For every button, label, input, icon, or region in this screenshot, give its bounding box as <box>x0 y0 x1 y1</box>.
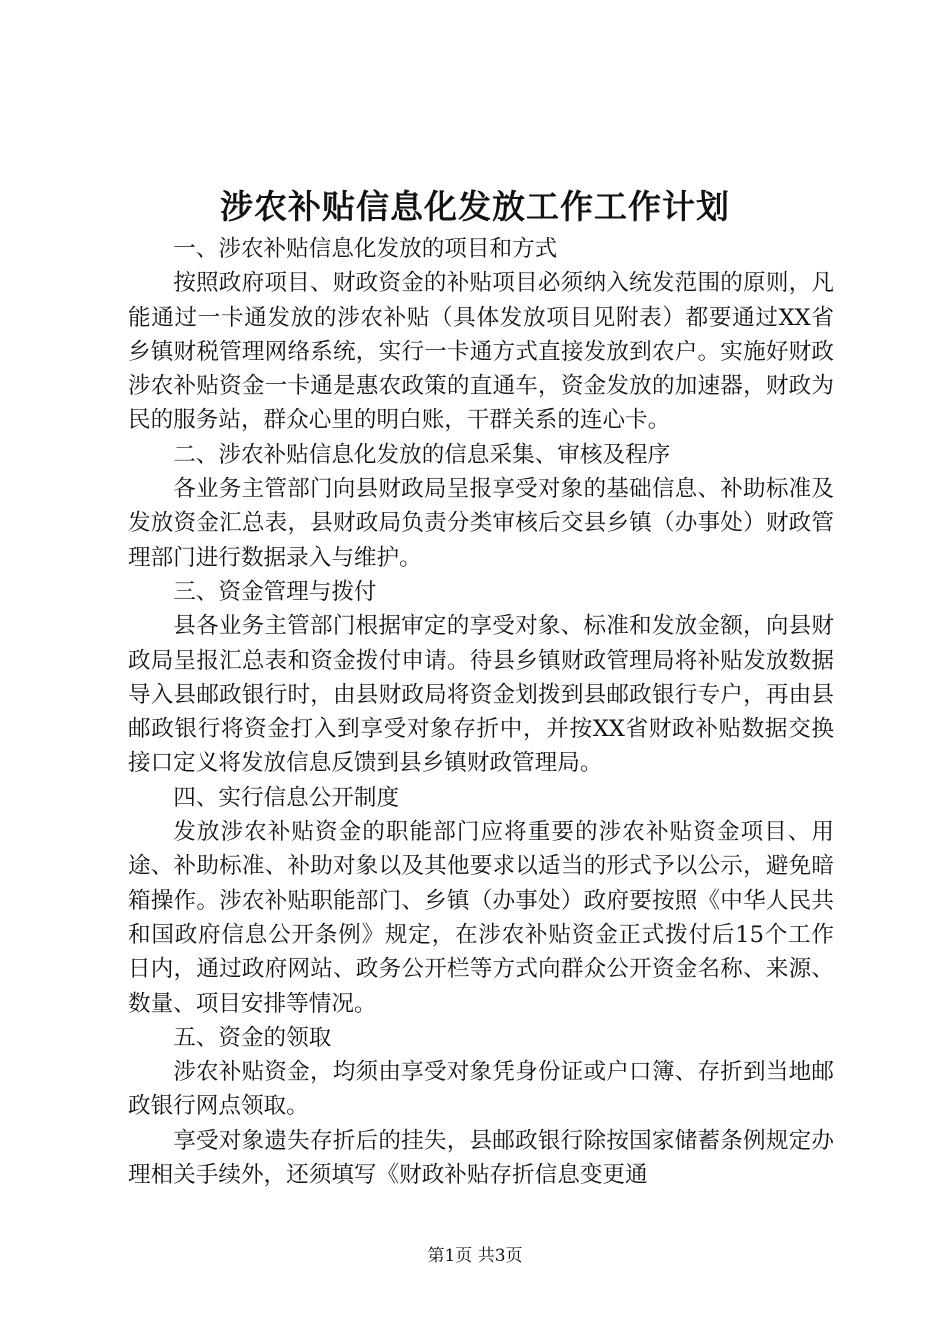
document-title: 涉农补贴信息化发放工作工作计划 <box>220 187 730 226</box>
paragraph-6: 享受对象遗失存折后的挂失，县邮政银行除按国家储蓄条例规定办理相关手续外，还须填写《财政补贴存折信息变更通 <box>128 1127 834 1189</box>
section-heading-2: 二、涉农补贴信息化发放的信息采集、审核及程序 <box>173 441 671 468</box>
document-body <box>128 232 834 1192</box>
section-heading-1: 一、涉农补贴信息化发放的项目和方式 <box>173 236 558 262</box>
section-heading-3: 三、资金管理与拨付 <box>173 578 377 605</box>
section-heading-4: 四、实行信息公开制度 <box>173 784 400 811</box>
page-number-footer: 第1页 共3页 <box>427 1246 523 1266</box>
paragraph-1: 按照政府项目、财政资金的补贴项目必须纳入统发范围的原则，凡能通过一卡通发放的涉农补贴（具体发放项目见附表）都要通过XX省乡镇财税管理网络系统，实行一卡通方式直接发放到农户。实施好财政涉农补贴资金一卡通是惠农政策的直通车，资金发放的加速器，财政为民的服务站，群众心里的明白账，干群关系的连心卡。 <box>128 270 834 434</box>
paragraph-4: 发放涉农补贴资金的职能部门应将重要的涉农补贴资金项目、用途、补助标准、补助对象以及其他要求以适当的形式予以公示，避免暗箱操作。涉农补贴职能部门、乡镇（办事处）政府要按照《中华人民共和国政府信息公开条例》规定，在涉农补贴资金正式拨付后15个工作日内，通过政府网站、政务公开栏等方式向群众公开资金名称、来源、数量、项目安排等情况。 <box>128 819 834 1017</box>
paragraph-2: 各业务主管部门向县财政局呈报享受对象的基础信息、补助标准及发放资金汇总表，县财政局负责分类审核后交县乡镇（办事处）财政管理部门进行数据录入与维护。 <box>128 476 834 571</box>
section-heading-5: 五、资金的领取 <box>173 1024 332 1051</box>
paragraph-3: 县各业务主管部门根据审定的享受对象、标准和发放金额，向县财政局呈报汇总表和资金拨付申请。待县乡镇财政管理局将补贴发放数据导入县邮政银行时，由县财政局将资金划拨到县邮政银行专户，再由县邮政银行将资金打入到享受对象存折中，并按XX省财政补贴数据交换接口定义将发放信息反馈到县乡镇财政管理局。 <box>128 613 834 777</box>
paragraph-5: 涉农补贴资金，均须由享受对象凭身份证或户口簿、存折到当地邮政银行网点领取。 <box>128 1059 834 1120</box>
